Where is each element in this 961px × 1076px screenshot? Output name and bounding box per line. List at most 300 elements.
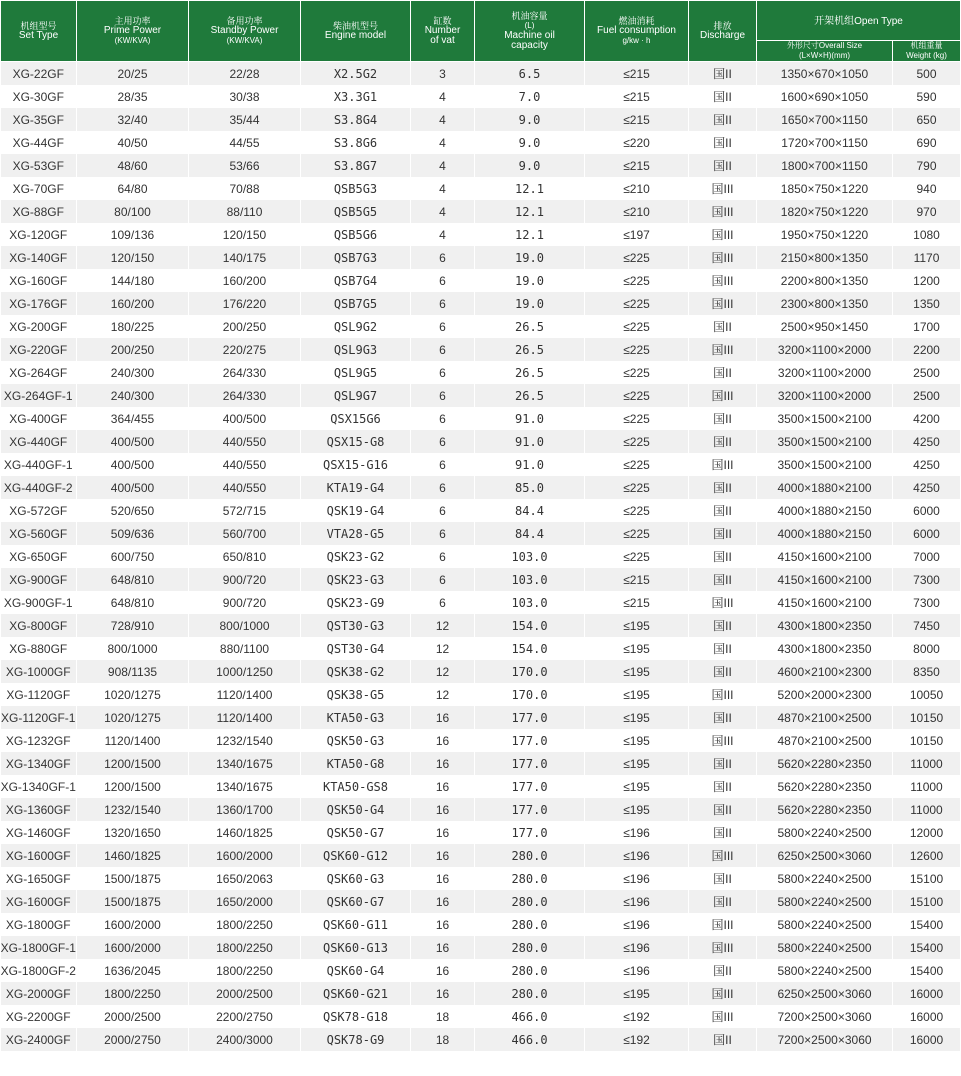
cell-weight: 4250 — [893, 453, 961, 476]
cell-fuel: ≤195 — [585, 798, 689, 821]
cell-standby-power: 53/66 — [189, 154, 301, 177]
cell-oil: 177.0 — [475, 752, 585, 775]
cell-set-type: XG-1600GF — [1, 844, 77, 867]
cell-fuel: ≤196 — [585, 844, 689, 867]
cell-size: 2500×950×1450 — [757, 315, 893, 338]
cell-engine-model: QSK23-G9 — [301, 591, 411, 614]
header-fuel-consumption: 燃油消耗 Fuel consumption g/kw · h — [585, 1, 689, 62]
cell-size: 5200×2000×2300 — [757, 683, 893, 706]
cell-fuel: ≤215 — [585, 591, 689, 614]
cell-fuel: ≤215 — [585, 62, 689, 86]
cell-oil: 84.4 — [475, 499, 585, 522]
table-row — [1, 614, 961, 637]
cell-discharge: 国III — [689, 177, 757, 200]
cell-engine-model: KTA50-G8 — [301, 752, 411, 775]
cell-prime-power: 509/636 — [77, 522, 189, 545]
cell-weight: 1350 — [893, 292, 961, 315]
cell-prime-power: 520/650 — [77, 499, 189, 522]
cell-set-type: XG-650GF — [1, 545, 77, 568]
cell-prime-power: 1600/2000 — [77, 936, 189, 959]
cell-standby-power: 88/110 — [189, 200, 301, 223]
table-row — [1, 545, 961, 568]
cell-oil: 177.0 — [475, 706, 585, 729]
cell-oil: 103.0 — [475, 568, 585, 591]
cell-vat: 18 — [411, 1028, 475, 1051]
table-body — [1, 62, 961, 1052]
table-row — [1, 729, 961, 752]
table-row — [1, 453, 961, 476]
cell-oil: 103.0 — [475, 545, 585, 568]
cell-weight: 7300 — [893, 591, 961, 614]
cell-vat: 16 — [411, 844, 475, 867]
cell-oil: 280.0 — [475, 867, 585, 890]
cell-set-type: XG-140GF — [1, 246, 77, 269]
cell-discharge: 国II — [689, 706, 757, 729]
cell-weight: 650 — [893, 108, 961, 131]
cell-size: 3500×1500×2100 — [757, 407, 893, 430]
cell-standby-power: 1650/2063 — [189, 867, 301, 890]
cell-standby-power: 2400/3000 — [189, 1028, 301, 1051]
cell-vat: 4 — [411, 154, 475, 177]
cell-standby-power: 1460/1825 — [189, 821, 301, 844]
cell-fuel: ≤210 — [585, 177, 689, 200]
cell-engine-model: QSX15G6 — [301, 407, 411, 430]
cell-standby-power: 1800/2250 — [189, 959, 301, 982]
cell-size: 1850×750×1220 — [757, 177, 893, 200]
cell-weight: 4200 — [893, 407, 961, 430]
cell-standby-power: 572/715 — [189, 499, 301, 522]
cell-oil: 85.0 — [475, 476, 585, 499]
cell-standby-power: 560/700 — [189, 522, 301, 545]
cell-vat: 12 — [411, 637, 475, 660]
cell-prime-power: 40/50 — [77, 131, 189, 154]
cell-engine-model: QSK50-G4 — [301, 798, 411, 821]
cell-weight: 590 — [893, 85, 961, 108]
cell-set-type: XG-1120GF-1 — [1, 706, 77, 729]
cell-weight: 970 — [893, 200, 961, 223]
cell-prime-power: 2000/2500 — [77, 1005, 189, 1028]
cell-oil: 19.0 — [475, 269, 585, 292]
cell-size: 4000×1880×2150 — [757, 499, 893, 522]
cell-oil: 84.4 — [475, 522, 585, 545]
cell-engine-model: QSK60-G11 — [301, 913, 411, 936]
cell-prime-power: 1636/2045 — [77, 959, 189, 982]
table-row — [1, 913, 961, 936]
cell-fuel: ≤195 — [585, 614, 689, 637]
cell-discharge: 国II — [689, 821, 757, 844]
cell-weight: 15400 — [893, 936, 961, 959]
cell-size: 4000×1880×2100 — [757, 476, 893, 499]
table-row — [1, 384, 961, 407]
cell-set-type: XG-1360GF — [1, 798, 77, 821]
cell-set-type: XG-120GF — [1, 223, 77, 246]
cell-engine-model: QSX15-G16 — [301, 453, 411, 476]
cell-discharge: 国II — [689, 637, 757, 660]
cell-standby-power: 880/1100 — [189, 637, 301, 660]
table-row — [1, 982, 961, 1005]
cell-set-type: XG-440GF — [1, 430, 77, 453]
cell-engine-model: QSK60-G7 — [301, 890, 411, 913]
cell-vat: 6 — [411, 361, 475, 384]
cell-vat: 12 — [411, 614, 475, 637]
cell-standby-power: 1232/1540 — [189, 729, 301, 752]
cell-engine-model: QSB5G3 — [301, 177, 411, 200]
cell-prime-power: 364/455 — [77, 407, 189, 430]
cell-discharge: 国III — [689, 683, 757, 706]
table-row — [1, 430, 961, 453]
cell-fuel: ≤196 — [585, 867, 689, 890]
cell-vat: 6 — [411, 269, 475, 292]
cell-set-type: XG-70GF — [1, 177, 77, 200]
cell-standby-power: 440/550 — [189, 430, 301, 453]
cell-size: 2200×800×1350 — [757, 269, 893, 292]
cell-oil: 26.5 — [475, 315, 585, 338]
table-row — [1, 798, 961, 821]
cell-standby-power: 1800/2250 — [189, 913, 301, 936]
cell-standby-power: 35/44 — [189, 108, 301, 131]
cell-vat: 12 — [411, 660, 475, 683]
cell-engine-model: QSK50-G3 — [301, 729, 411, 752]
cell-size: 5620×2280×2350 — [757, 752, 893, 775]
cell-weight: 10150 — [893, 706, 961, 729]
table-row — [1, 315, 961, 338]
cell-set-type: XG-560GF — [1, 522, 77, 545]
cell-size: 5800×2240×2500 — [757, 867, 893, 890]
cell-weight: 16000 — [893, 982, 961, 1005]
cell-size: 3500×1500×2100 — [757, 453, 893, 476]
cell-weight: 4250 — [893, 476, 961, 499]
cell-size: 5620×2280×2350 — [757, 775, 893, 798]
cell-weight: 12000 — [893, 821, 961, 844]
cell-size: 4600×2100×2300 — [757, 660, 893, 683]
cell-fuel: ≤196 — [585, 959, 689, 982]
cell-fuel: ≤195 — [585, 752, 689, 775]
cell-prime-power: 1500/1875 — [77, 867, 189, 890]
cell-prime-power: 240/300 — [77, 361, 189, 384]
cell-oil: 26.5 — [475, 338, 585, 361]
cell-weight: 8000 — [893, 637, 961, 660]
cell-discharge: 国II — [689, 315, 757, 338]
cell-prime-power: 400/500 — [77, 430, 189, 453]
cell-oil: 26.5 — [475, 361, 585, 384]
cell-weight: 500 — [893, 62, 961, 86]
cell-weight: 690 — [893, 131, 961, 154]
table-row — [1, 177, 961, 200]
cell-oil: 280.0 — [475, 913, 585, 936]
cell-vat: 6 — [411, 453, 475, 476]
cell-discharge: 国III — [689, 246, 757, 269]
cell-engine-model: QSK78-G18 — [301, 1005, 411, 1028]
cell-size: 4870×2100×2500 — [757, 706, 893, 729]
table-row — [1, 522, 961, 545]
cell-set-type: XG-2000GF — [1, 982, 77, 1005]
cell-size: 3200×1100×2000 — [757, 361, 893, 384]
cell-standby-power: 400/500 — [189, 407, 301, 430]
cell-standby-power: 70/88 — [189, 177, 301, 200]
table-row — [1, 108, 961, 131]
cell-engine-model: QSB5G6 — [301, 223, 411, 246]
cell-prime-power: 28/35 — [77, 85, 189, 108]
cell-standby-power: 800/1000 — [189, 614, 301, 637]
cell-discharge: 国II — [689, 568, 757, 591]
cell-standby-power: 120/150 — [189, 223, 301, 246]
cell-size: 1600×690×1050 — [757, 85, 893, 108]
cell-vat: 16 — [411, 729, 475, 752]
cell-set-type: XG-572GF — [1, 499, 77, 522]
cell-discharge: 国II — [689, 108, 757, 131]
cell-size: 5800×2240×2500 — [757, 959, 893, 982]
cell-size: 1350×670×1050 — [757, 62, 893, 86]
cell-oil: 91.0 — [475, 407, 585, 430]
cell-prime-power: 48/60 — [77, 154, 189, 177]
cell-vat: 6 — [411, 499, 475, 522]
table-row — [1, 637, 961, 660]
cell-discharge: 国II — [689, 660, 757, 683]
table-row — [1, 361, 961, 384]
table-row — [1, 292, 961, 315]
cell-prime-power: 1460/1825 — [77, 844, 189, 867]
cell-oil: 177.0 — [475, 729, 585, 752]
cell-engine-model: QSK50-G7 — [301, 821, 411, 844]
cell-standby-power: 200/250 — [189, 315, 301, 338]
cell-engine-model: QSX15-G8 — [301, 430, 411, 453]
cell-set-type: XG-1800GF-1 — [1, 936, 77, 959]
cell-oil: 154.0 — [475, 614, 585, 637]
header-discharge: 排放 Discharge — [689, 1, 757, 62]
cell-standby-power: 1340/1675 — [189, 752, 301, 775]
table-row — [1, 936, 961, 959]
cell-vat: 6 — [411, 246, 475, 269]
cell-vat: 4 — [411, 131, 475, 154]
table-row — [1, 269, 961, 292]
cell-weight: 12600 — [893, 844, 961, 867]
table-row — [1, 867, 961, 890]
cell-weight: 940 — [893, 177, 961, 200]
cell-vat: 16 — [411, 890, 475, 913]
cell-oil: 9.0 — [475, 131, 585, 154]
cell-engine-model: QSK23-G3 — [301, 568, 411, 591]
cell-set-type: XG-1600GF — [1, 890, 77, 913]
cell-prime-power: 80/100 — [77, 200, 189, 223]
cell-prime-power: 32/40 — [77, 108, 189, 131]
cell-size: 3500×1500×2100 — [757, 430, 893, 453]
cell-fuel: ≤225 — [585, 522, 689, 545]
cell-fuel: ≤195 — [585, 637, 689, 660]
cell-fuel: ≤197 — [585, 223, 689, 246]
table-row — [1, 246, 961, 269]
cell-discharge: 国II — [689, 499, 757, 522]
cell-prime-power: 160/200 — [77, 292, 189, 315]
cell-oil: 91.0 — [475, 430, 585, 453]
cell-discharge: 国II — [689, 407, 757, 430]
cell-set-type: XG-35GF — [1, 108, 77, 131]
cell-oil: 466.0 — [475, 1028, 585, 1051]
cell-weight: 2500 — [893, 384, 961, 407]
header-oil-capacity: 机油容量 (L) Machine oil capacity — [475, 1, 585, 62]
cell-weight: 2200 — [893, 338, 961, 361]
header-open-type: 开架机组Open Type — [757, 1, 961, 41]
cell-fuel: ≤225 — [585, 499, 689, 522]
cell-vat: 6 — [411, 338, 475, 361]
table-row — [1, 706, 961, 729]
cell-discharge: 国II — [689, 545, 757, 568]
table-row — [1, 200, 961, 223]
cell-discharge: 国II — [689, 361, 757, 384]
cell-prime-power: 1120/1400 — [77, 729, 189, 752]
cell-oil: 154.0 — [475, 637, 585, 660]
cell-discharge: 国II — [689, 798, 757, 821]
cell-engine-model: QSK60-G12 — [301, 844, 411, 867]
cell-size: 4150×1600×2100 — [757, 568, 893, 591]
cell-set-type: XG-264GF — [1, 361, 77, 384]
cell-fuel: ≤225 — [585, 338, 689, 361]
cell-vat: 3 — [411, 62, 475, 86]
table-row — [1, 591, 961, 614]
table-row — [1, 752, 961, 775]
cell-engine-model: QSL9G3 — [301, 338, 411, 361]
cell-size: 5800×2240×2500 — [757, 936, 893, 959]
cell-weight: 7300 — [893, 568, 961, 591]
cell-fuel: ≤196 — [585, 821, 689, 844]
cell-vat: 6 — [411, 522, 475, 545]
cell-discharge: 国II — [689, 959, 757, 982]
cell-prime-power: 1800/2250 — [77, 982, 189, 1005]
cell-standby-power: 1600/2000 — [189, 844, 301, 867]
cell-vat: 16 — [411, 913, 475, 936]
cell-oil: 9.0 — [475, 154, 585, 177]
cell-standby-power: 264/330 — [189, 361, 301, 384]
cell-standby-power: 440/550 — [189, 453, 301, 476]
cell-size: 4870×2100×2500 — [757, 729, 893, 752]
cell-engine-model: X3.3G1 — [301, 85, 411, 108]
cell-discharge: 国II — [689, 890, 757, 913]
cell-discharge: 国II — [689, 131, 757, 154]
cell-standby-power: 1000/1250 — [189, 660, 301, 683]
cell-vat: 6 — [411, 591, 475, 614]
cell-engine-model: QSK19-G4 — [301, 499, 411, 522]
cell-oil: 280.0 — [475, 936, 585, 959]
cell-weight: 1700 — [893, 315, 961, 338]
cell-prime-power: 728/910 — [77, 614, 189, 637]
cell-discharge: 国III — [689, 729, 757, 752]
cell-fuel: ≤195 — [585, 729, 689, 752]
cell-vat: 4 — [411, 200, 475, 223]
cell-fuel: ≤215 — [585, 108, 689, 131]
cell-standby-power: 30/38 — [189, 85, 301, 108]
cell-fuel: ≤225 — [585, 384, 689, 407]
cell-vat: 6 — [411, 407, 475, 430]
cell-fuel: ≤225 — [585, 453, 689, 476]
cell-vat: 16 — [411, 959, 475, 982]
cell-engine-model: QST30-G4 — [301, 637, 411, 660]
table-row — [1, 1028, 961, 1051]
cell-size: 4300×1800×2350 — [757, 614, 893, 637]
cell-set-type: XG-176GF — [1, 292, 77, 315]
cell-size: 1650×700×1150 — [757, 108, 893, 131]
cell-engine-model: S3.8G6 — [301, 131, 411, 154]
cell-size: 4150×1600×2100 — [757, 545, 893, 568]
cell-standby-power: 176/220 — [189, 292, 301, 315]
cell-oil: 280.0 — [475, 844, 585, 867]
cell-standby-power: 1340/1675 — [189, 775, 301, 798]
table-row — [1, 338, 961, 361]
cell-prime-power: 800/1000 — [77, 637, 189, 660]
cell-size: 5800×2240×2500 — [757, 890, 893, 913]
table-row — [1, 821, 961, 844]
cell-vat: 6 — [411, 430, 475, 453]
cell-oil: 7.0 — [475, 85, 585, 108]
cell-standby-power: 140/175 — [189, 246, 301, 269]
cell-discharge: 国III — [689, 453, 757, 476]
cell-size: 6250×2500×3060 — [757, 982, 893, 1005]
cell-standby-power: 900/720 — [189, 591, 301, 614]
cell-fuel: ≤225 — [585, 430, 689, 453]
cell-vat: 12 — [411, 683, 475, 706]
cell-weight: 15400 — [893, 913, 961, 936]
cell-size: 4000×1880×2150 — [757, 522, 893, 545]
cell-prime-power: 180/225 — [77, 315, 189, 338]
cell-discharge: 国II — [689, 614, 757, 637]
cell-prime-power: 908/1135 — [77, 660, 189, 683]
cell-set-type: XG-264GF-1 — [1, 384, 77, 407]
table-header — [1, 1, 961, 62]
cell-standby-power: 220/275 — [189, 338, 301, 361]
cell-discharge: 国II — [689, 476, 757, 499]
cell-vat: 16 — [411, 821, 475, 844]
cell-prime-power: 600/750 — [77, 545, 189, 568]
cell-set-type: XG-160GF — [1, 269, 77, 292]
cell-size: 7200×2500×3060 — [757, 1005, 893, 1028]
cell-size: 5620×2280×2350 — [757, 798, 893, 821]
cell-set-type: XG-44GF — [1, 131, 77, 154]
cell-discharge: 国III — [689, 338, 757, 361]
cell-prime-power: 109/136 — [77, 223, 189, 246]
cell-vat: 16 — [411, 752, 475, 775]
cell-fuel: ≤195 — [585, 982, 689, 1005]
cell-discharge: 国II — [689, 62, 757, 86]
cell-oil: 466.0 — [475, 1005, 585, 1028]
cell-fuel: ≤196 — [585, 913, 689, 936]
cell-weight: 1200 — [893, 269, 961, 292]
cell-discharge: 国III — [689, 223, 757, 246]
cell-set-type: XG-1800GF-2 — [1, 959, 77, 982]
table-row — [1, 407, 961, 430]
cell-set-type: XG-2200GF — [1, 1005, 77, 1028]
cell-discharge: 国II — [689, 867, 757, 890]
cell-weight: 6000 — [893, 499, 961, 522]
cell-standby-power: 1120/1400 — [189, 683, 301, 706]
cell-oil: 170.0 — [475, 660, 585, 683]
cell-prime-power: 120/150 — [77, 246, 189, 269]
cell-standby-power: 1120/1400 — [189, 706, 301, 729]
cell-discharge: 国II — [689, 154, 757, 177]
table-row — [1, 154, 961, 177]
cell-fuel: ≤225 — [585, 246, 689, 269]
cell-discharge: 国III — [689, 1005, 757, 1028]
table-row — [1, 499, 961, 522]
cell-vat: 6 — [411, 476, 475, 499]
cell-oil: 280.0 — [475, 890, 585, 913]
cell-set-type: XG-1650GF — [1, 867, 77, 890]
cell-size: 1950×750×1220 — [757, 223, 893, 246]
cell-discharge: 国III — [689, 936, 757, 959]
cell-engine-model: QSB7G5 — [301, 292, 411, 315]
cell-set-type: XG-1340GF-1 — [1, 775, 77, 798]
table-row — [1, 223, 961, 246]
cell-discharge: 国III — [689, 269, 757, 292]
cell-discharge: 国III — [689, 591, 757, 614]
cell-engine-model: QSL9G2 — [301, 315, 411, 338]
